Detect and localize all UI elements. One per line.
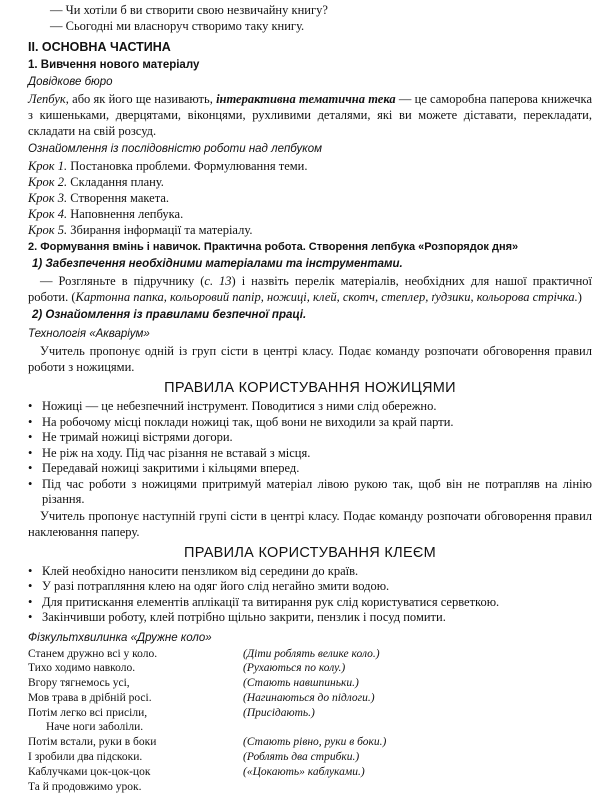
rule-item: • Клей необхідно наносити пензликом від середини до країв. [28, 564, 592, 580]
step-item: Крок 4. Наповнення лепбука. [28, 206, 592, 222]
rule-item: • Закінчивши роботу, клей потрібно щільно закрити, пензлик і посуд помити. [28, 610, 592, 626]
poem-row: Та й продовжимо урок. [28, 780, 592, 794]
rule-item: • Не тримай ножиці вістрями догори. [28, 430, 592, 446]
technology-label: Технологія «Акваріум» [28, 326, 592, 343]
section-title: II. ОСНОВНА ЧАСТИНА [28, 38, 592, 56]
poem-row: Станем дружно всі у коло. (Діти роблять велике коло.) [28, 647, 592, 662]
poem [28, 647, 592, 794]
poem-row: І зробили два підскоки. (Роблять два стрибки.) [28, 750, 592, 765]
lapbook-term: Лепбук [28, 92, 66, 106]
subsection-1-title: 1. Вивчення нового матеріалу [28, 56, 592, 74]
sequence-label: Ознайомлення із послідовністю роботи над лепбуком [28, 141, 592, 158]
poem-row: Вгору тягнемось усі, (Стають навшпиньки.) [28, 676, 592, 691]
step-item: Крок 5. Збирання інформації та матеріалу. [28, 222, 592, 238]
poem-row: Тихо ходимо навколо. (Рухаються по колу.) [28, 661, 592, 676]
poem-row: Мов трава в дрібній росі. (Нагинаються до підлоги.) [28, 691, 592, 706]
poem-row: Каблучками цок-цок-цок («Цокають» каблуками.) [28, 765, 592, 780]
glue-rules-title: ПРАВИЛА КОРИСТУВАННЯ КЛЕЄМ [28, 545, 592, 561]
intro-line-2: — Сьогодні ми власноруч створимо таку книгу. [28, 18, 592, 34]
physminute-label: Фізкультхвилинка «Дружне коло» [28, 630, 592, 647]
step-item: Крок 1. Постановка проблеми. Формулювання теми. [28, 158, 592, 174]
subsection-2-title: 2. Формування вмінь і навичок. Практична робота. Створення лепбука «Розпорядок дня» [28, 238, 592, 256]
intro-line-1: — Чи хотіли б ви створити свою незвичайну книгу? [28, 2, 592, 18]
lapbook-paragraph: Лепбук, або як його ще називають, інтерактивна тематична тека — це саморобна паперова книжечка з кишеньками, дверцятами, віконцями, рухливими деталями, які ви можете діставати, перекладати, складати на свій розсуд. [28, 91, 592, 139]
scissors-rules-list [28, 399, 592, 508]
rule-item: • У разі потрапляння клею на одяг його слід негайно змити водою. [28, 579, 592, 595]
rule-item: • Ножиці — це небезпечний інструмент. Поводитися з ними слід обережно. [28, 399, 592, 415]
scissors-rules-title: ПРАВИЛА КОРИСТУВАННЯ НОЖИЦЯМИ [28, 380, 592, 396]
step-item: Крок 2. Складання плану. [28, 174, 592, 190]
rule-item: • Під час роботи з ножицями притримуй матеріал лівою рукою так, щоб він не потрапляв на лінію різання. [28, 477, 592, 508]
rule-item: • На робочому місці поклади ножиці так, щоб вони не виходили за край парти. [28, 415, 592, 431]
rule-item: • Для притискання елементів аплікації та витирання рук слід користуватися серветкою. [28, 595, 592, 611]
step-item: Крок 3. Створення макета. [28, 190, 592, 206]
poem-row: Потім встали, руки в боки (Стають рівно, руки в боки.) [28, 735, 592, 750]
teacher-paragraph-1: Учитель пропонує одній із груп сісти в центрі класу. Подає команду розпочати обговорення правил роботи з ножицями. [28, 343, 592, 375]
poem-row: Потім легко всі присіли, (Присідають.) [28, 706, 592, 721]
bureau-label: Довідкове бюро [28, 74, 592, 91]
rule-item: • Передавай ножиці закритими і кільцями вперед. [28, 461, 592, 477]
subsection-2-2-title: 2) Ознайомлення із правилами безпечної праці. [28, 307, 592, 324]
subsection-2-1-title: 1) Забезпечення необхідними матеріалами та інструментами. [28, 256, 592, 273]
glue-rules-list [28, 564, 592, 626]
textbook-paragraph: — Розгляньте в підручнику (с. 13) і назвіть перелік матеріалів, необхідних для нашої практичної роботи. (Картонна папка, кольоровий папір, ножиці, клей, скотч, степлер, ґудзики, кольорова стрічка.) [28, 273, 592, 305]
lapbook-term-2: інтерактивна тематична тека [216, 92, 396, 106]
steps-list [28, 158, 592, 238]
poem-row: Наче ноги заболіли. [28, 720, 592, 735]
rule-item: • Не ріж на ходу. Під час різання не вставай з місця. [28, 446, 592, 462]
teacher-paragraph-2: Учитель пропонує наступній групі сісти в центрі класу. Подає команду розпочати обговорення правил наклеювання паперу. [28, 508, 592, 540]
